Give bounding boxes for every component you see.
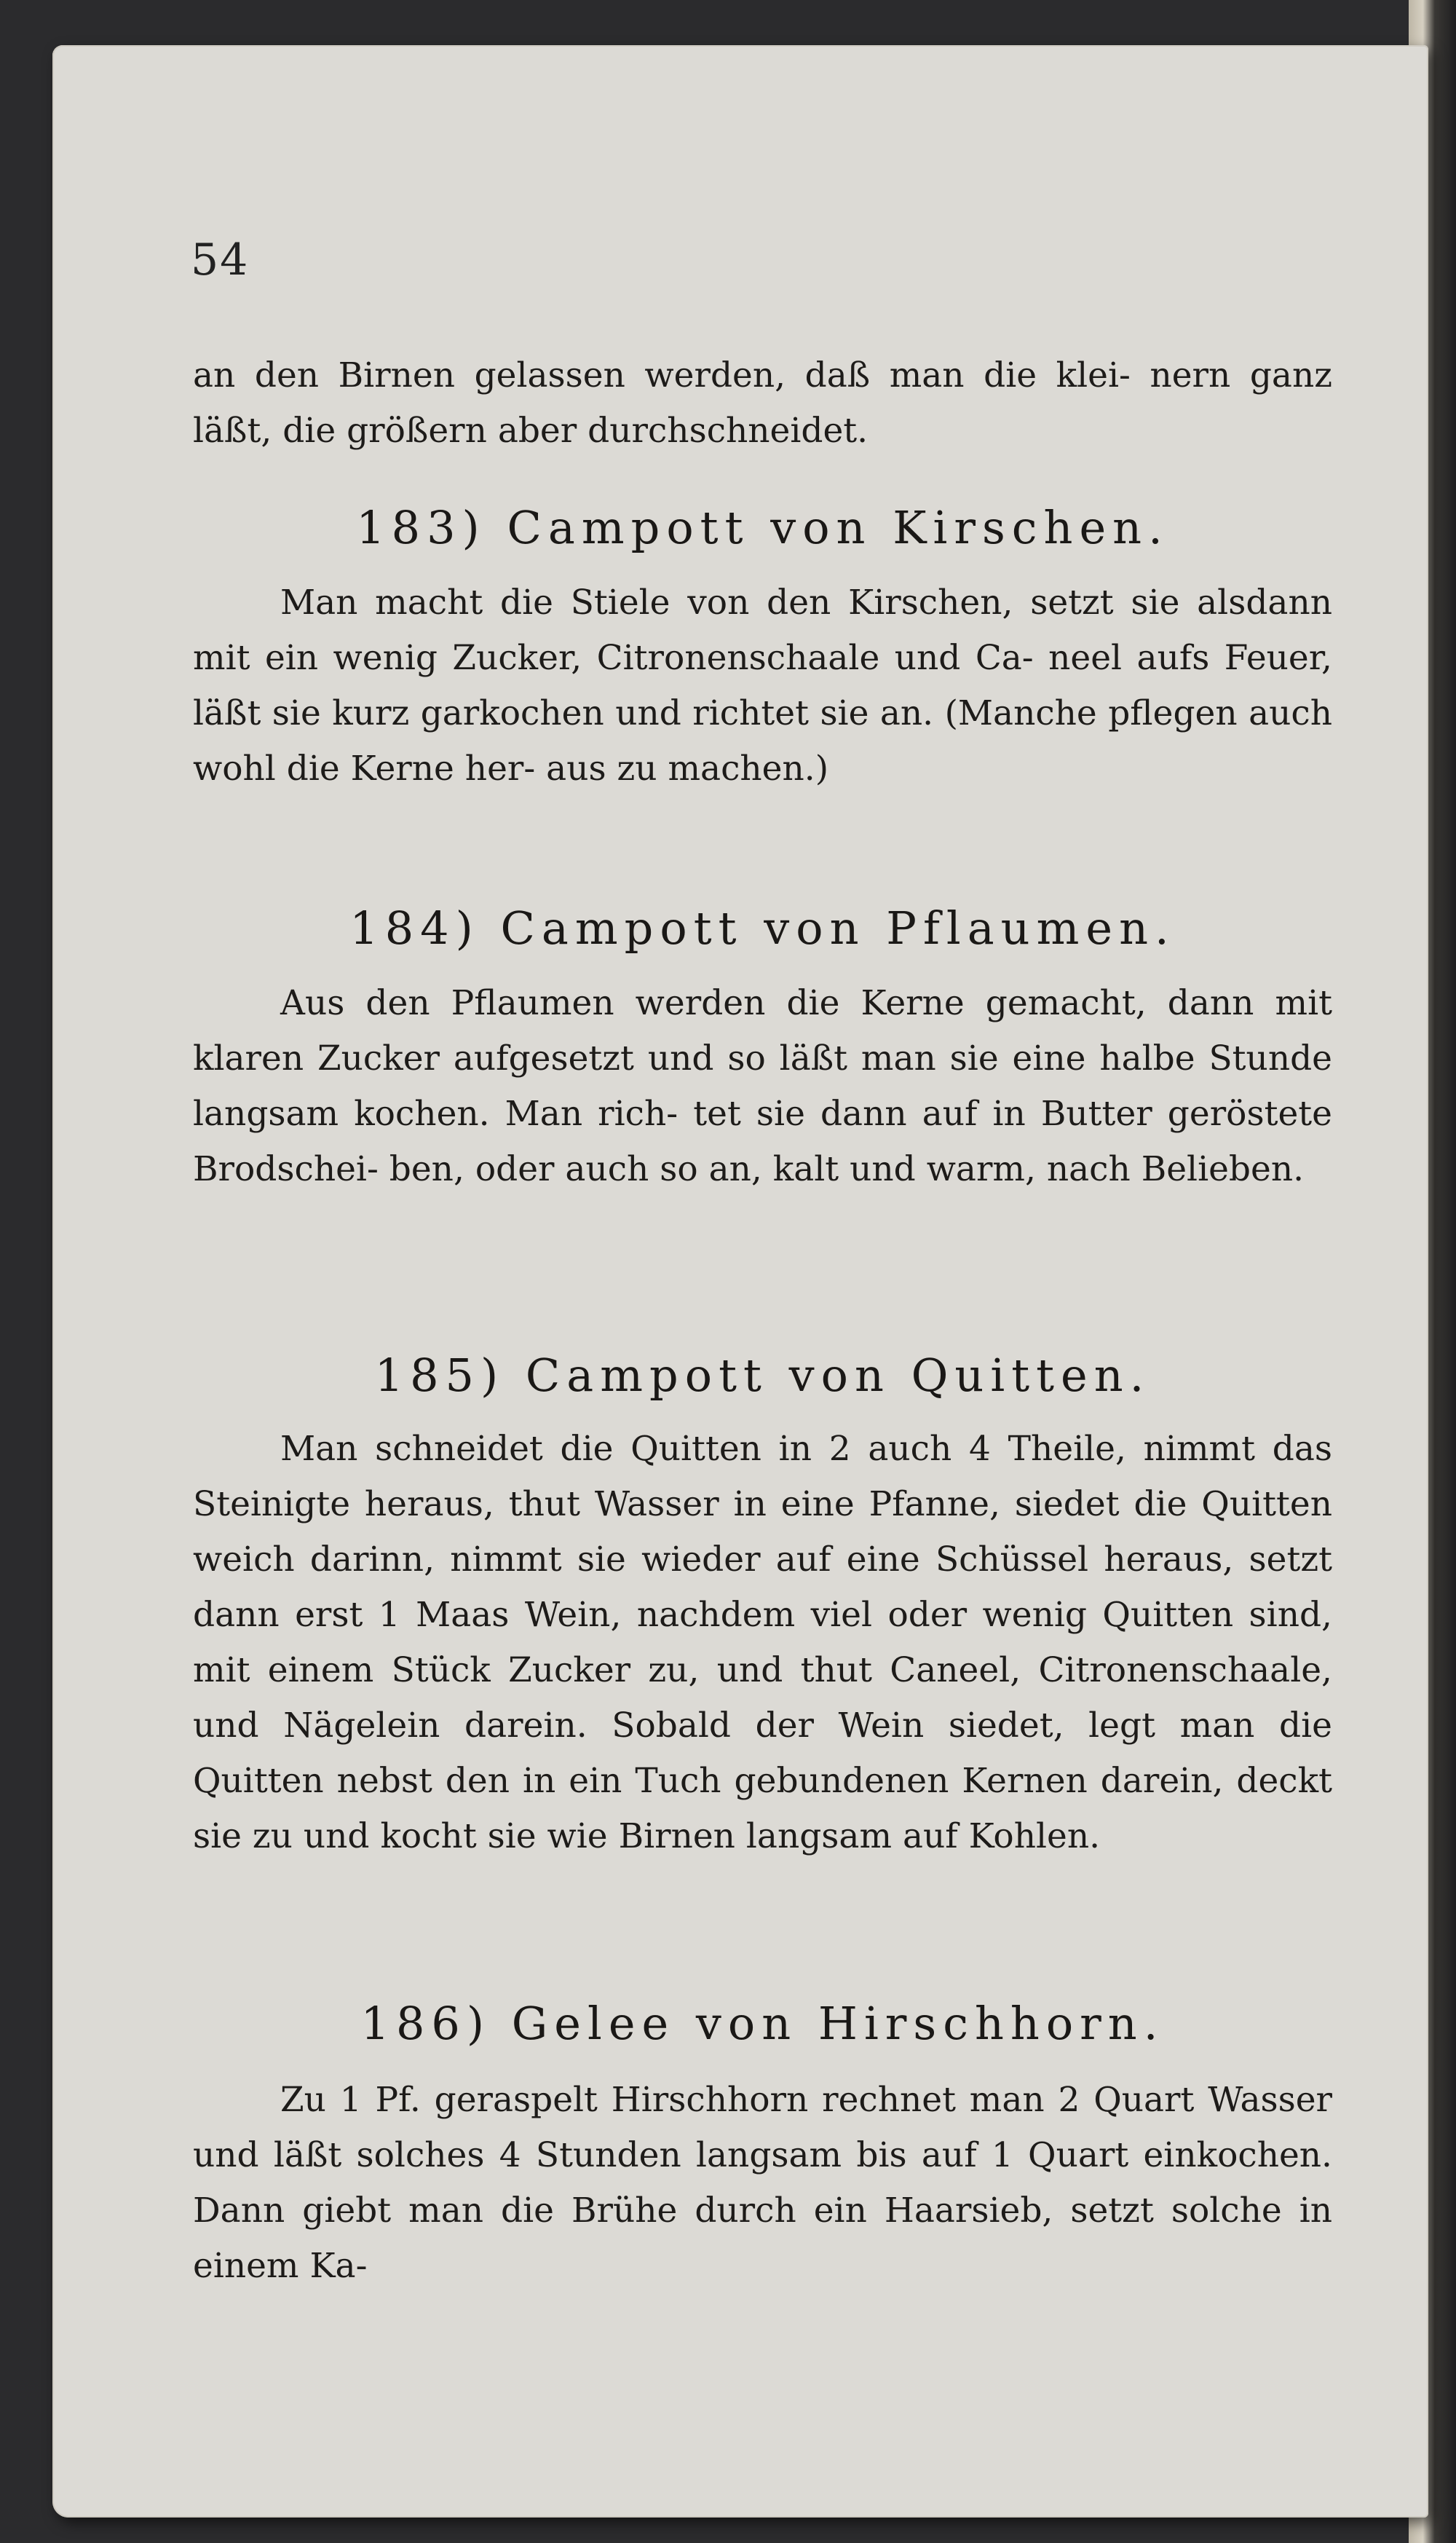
recipe-title-184: 184) Campott von Pflaumen. xyxy=(349,902,1176,955)
recipe-text-185: Man schneidet die Quitten in 2 auch 4 Theile, nimmt das Steinigte heraus, thut Wasser in eine Pfanne, siedet die Quitten weich darinn, nimmt sie wieder auf eine Schüssel heraus, setzt dann erst 1 Maas Wein, nachdem viel oder wenig Quitten sind, mit einem Stück Zucker zu, und thut Caneel, Citronenschaale, und Nägelein darein. Sobald der Wein siedet, legt man die Quitten nebst den in ein Tuch gebundenen Kernen darein, deckt sie zu und kocht sie wie Birnen langsam auf Kohlen. xyxy=(193,1429,1332,1856)
recipe-title-185: 185) Campott von Quitten. xyxy=(374,1349,1151,1402)
recipe-text-183: Man macht die Stiele von den Kirschen, setzt sie alsdann mit ein wenig Zucker, Citronenschaale und Ca- neel aufs Feuer, läßt sie kurz garkochen und richtet sie an. (Manche pflegen auch wohl die Kerne her- aus zu machen.) xyxy=(193,583,1332,789)
recipe-title-186: 186) Gelee von Hirschhorn. xyxy=(360,1997,1165,2050)
recipe-title-183: 183) Campott von Kirschen. xyxy=(356,501,1169,554)
recipe-text-184: Aus den Pflaumen werden die Kerne gemacht, dann mit klaren Zucker aufgesetzt und so läßt man sie eine halbe Stunde langsam kochen. Man rich- tet sie dann auf in Butter geröstete Brodschei- ben, oder auch so an, kalt und warm, nach Belieben. xyxy=(193,983,1332,1189)
intro-paragraph: an den Birnen gelassen werden, daß man die klei- nern ganz läßt, die größern aber durchschneidet. xyxy=(193,355,1332,451)
page-number: 54 xyxy=(191,234,250,285)
recipe-text-186: Zu 1 Pf. geraspelt Hirschhorn rechnet man 2 Quart Wasser und läßt solches 4 Stunden langsam bis auf 1 Quart einkochen. Dann giebt man die Brühe durch ein Haarsieb, setzt solche in einem Ka- xyxy=(193,2080,1332,2286)
